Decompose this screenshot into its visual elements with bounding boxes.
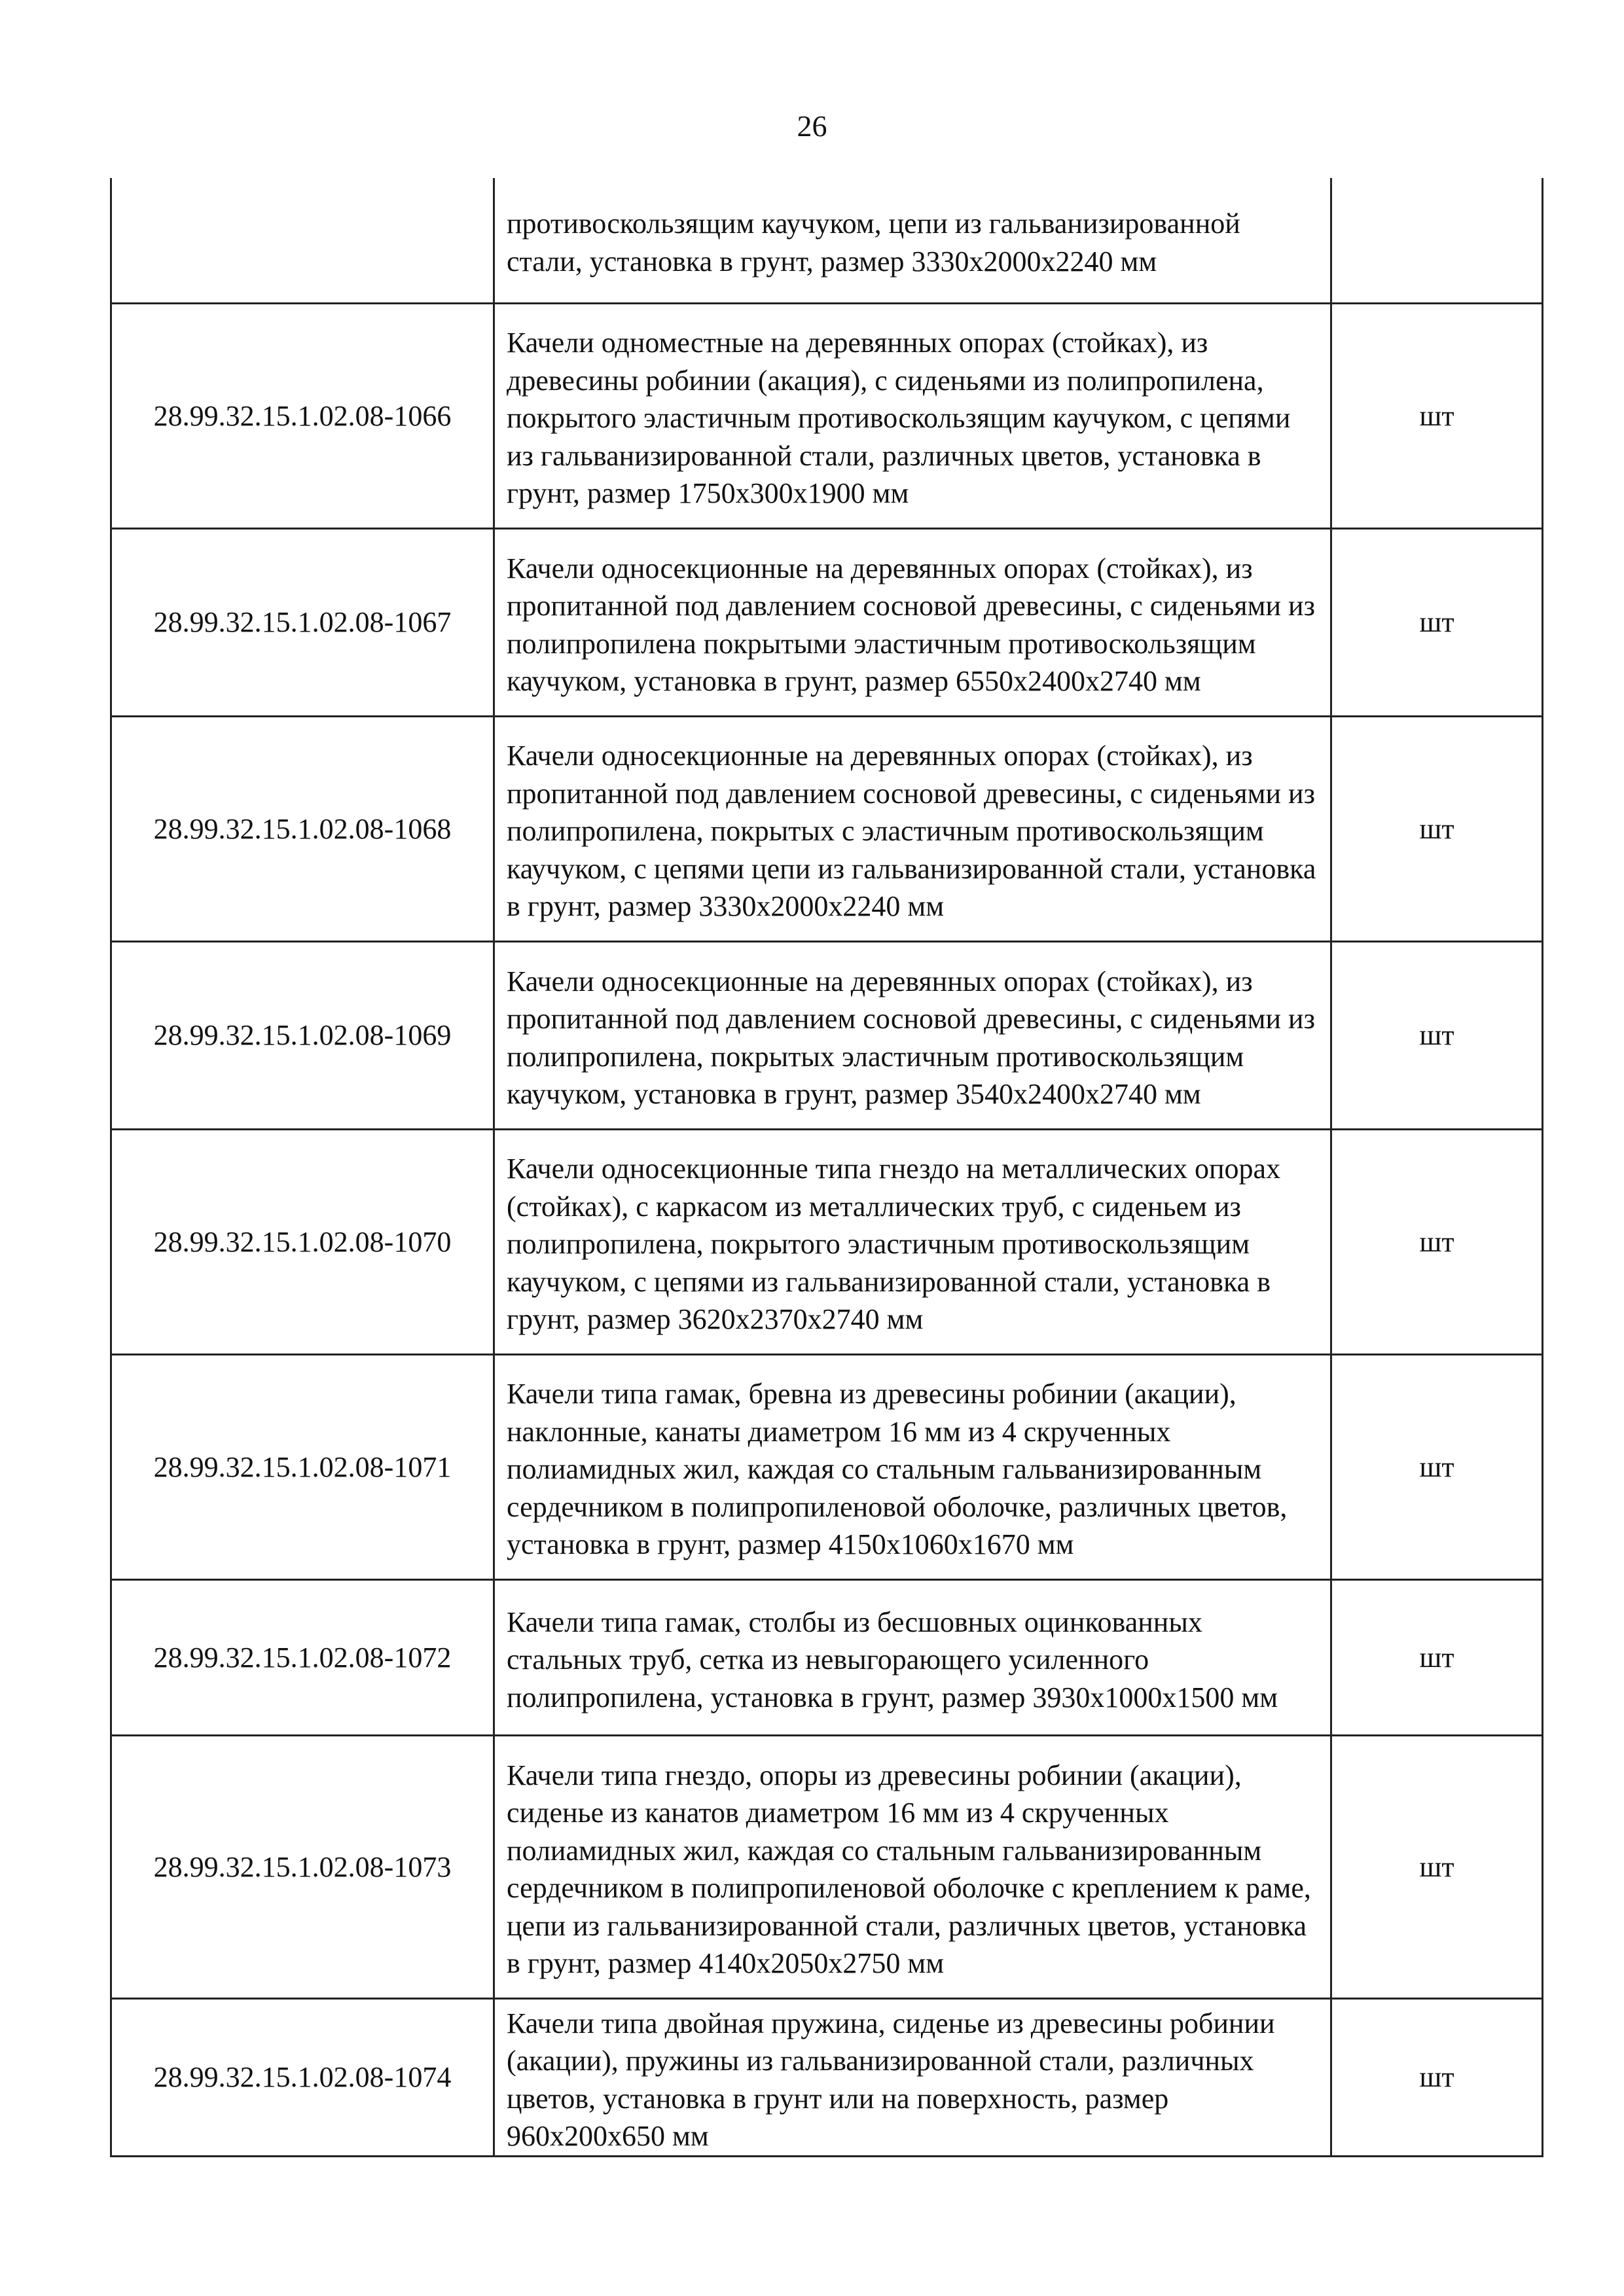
resource-code: 28.99.32.15.1.02.08-1073 [111,1735,494,1998]
unit-of-measure: шт [1331,941,1543,1129]
resource-description: Качели типа двойная пружина, сиденье из древесины робинии (акации), пружины из гальванизированной стали, различных цветов, установка в грунт или на поверхность, размер 960х200х650 мм [494,1998,1331,2156]
unit-of-measure: шт [1331,1354,1543,1579]
table-row [111,303,1543,528]
resource-description: Качели одноместные на деревянных опорах (стойках), из древесины робинии (акация), с сиденьями из полипропилена, покрытого эластичным противоскользящим каучуком, с цепями из гальванизированной стали, различных цветов, установка в грунт, размер 1750х300х1900 мм [494,303,1331,528]
table-row [111,528,1543,716]
resource-description: Качели односекционные типа гнездо на металлических опорах (стойках), с каркасом из металлических труб, с сиденьем из полипропилена, покрытого эластичным противоскользящим каучуком, с цепями из гальванизированной стали, установка в грунт, размер 3620х2370х2740 мм [494,1129,1331,1354]
resource-code: 28.99.32.15.1.02.08-1070 [111,1129,494,1354]
resource-code [111,178,494,303]
resource-description: противоскользящим каучуком, цепи из гальванизированной стали, установка в грунт, размер 3330х2000х2240 мм [494,178,1331,303]
resource-description: Качели типа гамак, бревна из древесины робинии (акации), наклонные, канаты диаметром 16 мм из 4 скрученных полиамидных жил, каждая со стальным гальванизированным сердечником в полипропиленовой оболочке, различных цветов, установка в грунт, размер 4150х1060х1670 мм [494,1354,1331,1579]
resource-code: 28.99.32.15.1.02.08-1067 [111,528,494,716]
resource-description: Качели односекционные на деревянных опорах (стойках), из пропитанной под давлением сосновой древесины, с сиденьями из полипропилена покрытыми эластичным противоскользящим каучуком, установка в грунт, размер 6550х2400х2740 мм [494,528,1331,716]
table-row [111,1998,1543,2156]
unit-of-measure: шт [1331,1579,1543,1735]
resource-code: 28.99.32.15.1.02.08-1074 [111,1998,494,2156]
table-row [111,1579,1543,1735]
unit-of-measure: шт [1331,1129,1543,1354]
unit-of-measure: шт [1331,1998,1543,2156]
resource-code: 28.99.32.15.1.02.08-1071 [111,1354,494,1579]
unit-of-measure: шт [1331,1735,1543,1998]
unit-of-measure: шт [1331,528,1543,716]
unit-of-measure [1331,178,1543,303]
unit-of-measure: шт [1331,303,1543,528]
page-number: 26 [797,109,827,143]
table-row [111,1354,1543,1579]
resource-table [110,178,1543,2157]
resource-code: 28.99.32.15.1.02.08-1069 [111,941,494,1129]
table-row [111,1735,1543,1998]
resource-description: Качели односекционные на деревянных опорах (стойках), из пропитанной под давлением сосновой древесины, с сиденьями из полипропилена, покрытых эластичным противоскользящим каучуком, установка в грунт, размер 3540х2400х2740 мм [494,941,1331,1129]
resource-description: Качели односекционные на деревянных опорах (стойках), из пропитанной под давлением сосновой древесины, с сиденьями из полипропилена, покрытых с эластичным противоскользящим каучуком, с цепями цепи из гальванизированной стали, установка в грунт, размер 3330х2000х2240 мм [494,716,1331,941]
table-row [111,1129,1543,1354]
unit-of-measure: шт [1331,716,1543,941]
table-row [111,716,1543,941]
resource-description: Качели типа гамак, столбы из бесшовных оцинкованных стальных труб, сетка из невыгорающего усиленного полипропилена, установка в грунт, размер 3930х1000х1500 мм [494,1579,1331,1735]
resource-code: 28.99.32.15.1.02.08-1068 [111,716,494,941]
table-row [111,178,1543,303]
resource-code: 28.99.32.15.1.02.08-1066 [111,303,494,528]
resource-code: 28.99.32.15.1.02.08-1072 [111,1579,494,1735]
resource-description: Качели типа гнездо, опоры из древесины робинии (акации), сиденье из канатов диаметром 16 мм из 4 скрученных полиамидных жил, каждая со стальным гальванизированным сердечником в полипропиленовой оболочке с креплением к раме, цепи из гальванизированной стали, различных цветов, установка в грунт, размер 4140х2050х2750 мм [494,1735,1331,1998]
table-row [111,941,1543,1129]
